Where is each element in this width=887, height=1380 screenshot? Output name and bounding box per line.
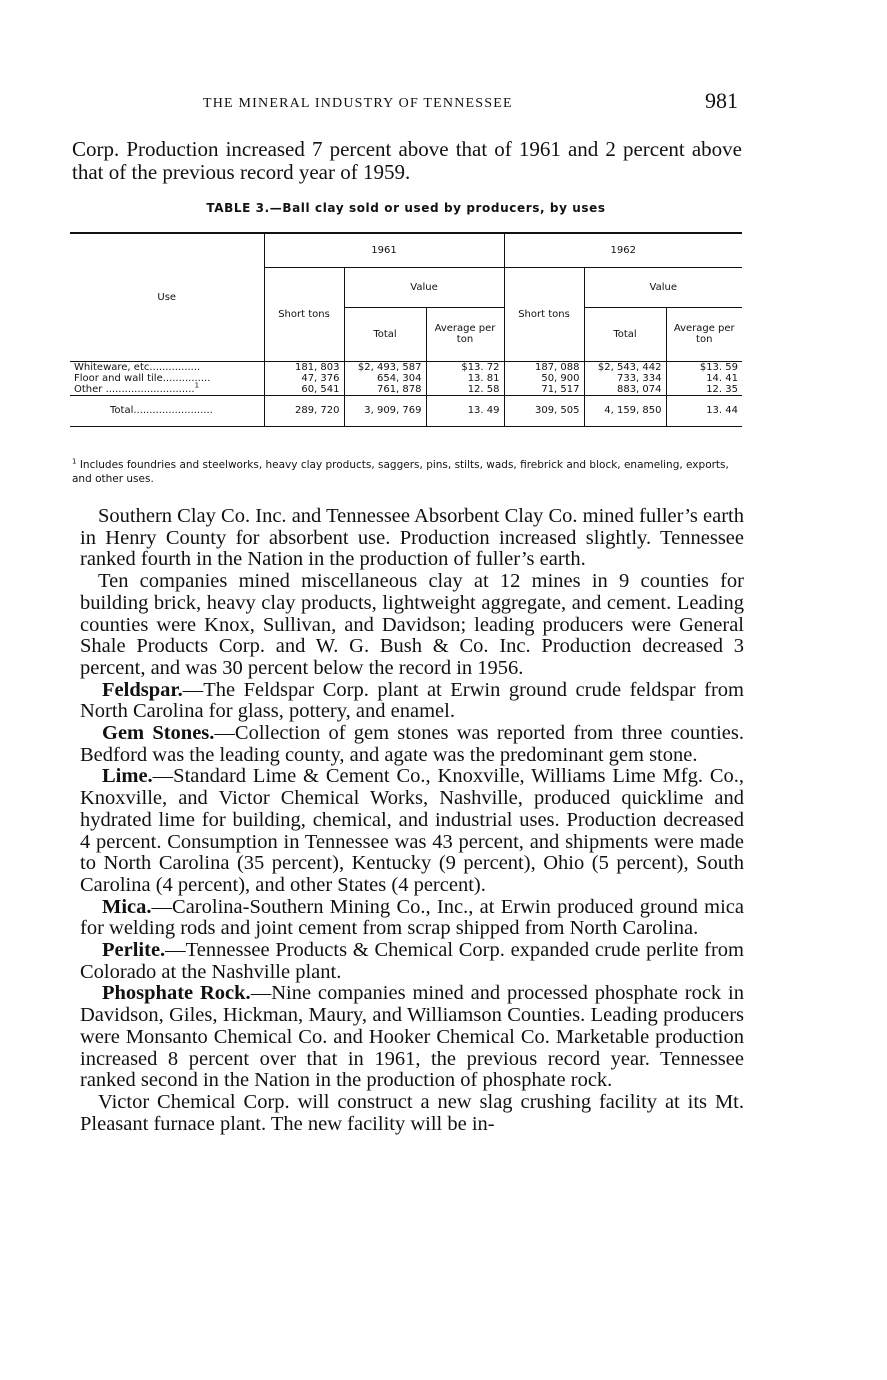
- cell-value: 12. 58: [467, 383, 500, 395]
- use-label: Whiteware, etc................: [74, 361, 201, 373]
- run-in-heading: Perlite.: [102, 939, 166, 962]
- year-1962-header: 1962: [504, 233, 742, 267]
- footnote-ref: 1: [194, 381, 200, 390]
- cell-value: $13. 72: [461, 361, 500, 373]
- short-tons-1962-header: Short tons: [504, 267, 584, 361]
- cell-value: $2, 543, 442: [597, 361, 662, 373]
- cell-value: 761, 878: [376, 383, 422, 395]
- paragraph-perlite: Perlite.—Tennessee Products & Chemical Corp. expanded crude perlite from Colorado at the Nashville plant.: [80, 939, 744, 983]
- body-text: [80, 506, 744, 1135]
- cell-value: 50, 900: [541, 372, 580, 384]
- cell-value: 309, 505: [504, 395, 584, 426]
- paragraph-gem-stones: Gem Stones.—Collection of gem stones was reported from three counties. Bedford was the leading county, and agate was the predominant gem stone.: [80, 722, 744, 766]
- cell-value: 13. 81: [467, 372, 500, 384]
- cell-value: 883, 074: [616, 383, 662, 395]
- cell-value: 13. 44: [666, 395, 742, 426]
- page-header: [70, 88, 742, 118]
- page-number: 981: [705, 88, 738, 113]
- cell-value: $13. 59: [699, 361, 738, 373]
- cell-value: 733, 334: [616, 372, 662, 384]
- average-1961-header: Average per ton: [426, 307, 504, 361]
- cell-value: 187, 088: [534, 361, 580, 373]
- run-in-heading: Feldspar.: [102, 678, 183, 701]
- value-1961-header: Value: [344, 267, 504, 307]
- value-1962-header: Value: [584, 267, 742, 307]
- cell-value: 4, 159, 850: [584, 395, 666, 426]
- running-title: THE MINERAL INDUSTRY OF TENNESSEE: [203, 96, 513, 111]
- short-tons-1961-header: Short tons: [264, 267, 344, 361]
- cell-value: 3, 909, 769: [344, 395, 426, 426]
- total-1961-header: Total: [344, 307, 426, 361]
- table-footnote: $^1$ Includes foundries and steelworks, heavy clay products, saggers, pins, stilts, wads, firebrick and block, enameling, exports, and other uses.: [72, 457, 729, 485]
- cell-value: 12. 35: [706, 383, 738, 395]
- cell-value: 60, 541: [301, 383, 340, 395]
- paragraph-phosphate-rock: Phosphate Rock.—Nine companies mined and processed phosphate rock in Davidson, Giles, Hickman, Maury, and Williamson Counties. Leading producers were Monsanto Chemical Co. and Hooker Chemical Co. Marketable production increased 8 percent over that in 1961, the previous record year. Tennessee ranked second in the Nation in the production of phosphate rock.: [80, 982, 744, 1092]
- paragraph: Victor Chemical Corp. will construct a new slag crushing facility at its Mt. Pleasant furnace plant. The new facility will be in-: [80, 1090, 744, 1135]
- paragraph-lime: Lime.—Standard Lime & Cement Co., Knoxville, Williams Lime Mfg. Co., Knoxville, and Victor Chemical Works, Nashville, produced quicklime and hydrated lime for building, chemical, and industrial uses. Production decreased 4 percent. Consumption in Tennessee was 43 percent, and shipments were made to North Carolina (35 percent), Kentucky (9 percent), Ohio (5 percent), South Carolina (4 percent), and other States (4 percent).: [80, 765, 744, 896]
- cell-value: 654, 304: [376, 372, 422, 384]
- run-in-heading: Mica.: [102, 895, 152, 918]
- lead-paragraph: Corp. Production increased 7 percent above that of 1961 and 2 percent above that of the previous record year of 1959.: [72, 137, 742, 184]
- cell-value: 13. 49: [426, 395, 504, 426]
- table-row: [70, 361, 742, 395]
- paragraph-feldspar: Feldspar.—The Feldspar Corp. plant at Erwin ground crude feldspar from North Carolina for glass, pottery, and enamel.: [80, 678, 744, 723]
- run-in-heading: Lime.: [102, 765, 153, 788]
- use-label: Floor and wall tile...............: [74, 372, 211, 384]
- run-in-heading: Gem Stones.: [102, 722, 215, 745]
- total-1962-header: Total: [584, 307, 666, 361]
- paragraph: Ten companies mined miscellaneous clay at 12 mines in 9 counties for building brick, heavy clay products, lightweight aggregate, and cement. Leading counties were Knox, Sullivan, and Davidson; leading producers were General Shale Products Corp. and W. G. Bush & Co. Inc. Production decreased 3 percent, and was 30 percent below the record in 1956.: [80, 570, 744, 679]
- cell-value: 47, 376: [301, 372, 340, 384]
- run-in-heading: Phosphate Rock.: [102, 982, 251, 1005]
- use-header: Use: [157, 291, 177, 303]
- total-row: [70, 395, 742, 426]
- paragraph-mica: Mica.—Carolina-Southern Mining Co., Inc., at Erwin produced ground mica for welding rods and joint cement from scrap shipped from North Carolina.: [80, 895, 744, 940]
- use-label: Other ............................$^1$: [74, 381, 200, 395]
- average-1962-header: Average per ton: [666, 307, 742, 361]
- cell-value: $2, 493, 587: [357, 361, 422, 373]
- paragraph: Southern Clay Co. Inc. and Tennessee Absorbent Clay Co. mined fuller’s earth in Henry County for absorbent use. Production increased slightly. Tennessee ranked fourth in the Nation in the production of fuller’s earth.: [80, 505, 744, 571]
- ball-clay-table: [70, 232, 742, 427]
- footnote-mark: 1: [72, 457, 77, 466]
- total-label: Total.........................: [70, 395, 264, 426]
- year-1961-header: 1961: [264, 233, 504, 267]
- table-caption: TABLE 3.—Ball clay sold or used by producers, by uses: [206, 201, 606, 215]
- cell-value: 181, 803: [294, 361, 340, 373]
- cell-value: 71, 517: [541, 383, 580, 395]
- cell-value: 289, 720: [264, 395, 344, 426]
- cell-value: 14. 41: [706, 372, 738, 384]
